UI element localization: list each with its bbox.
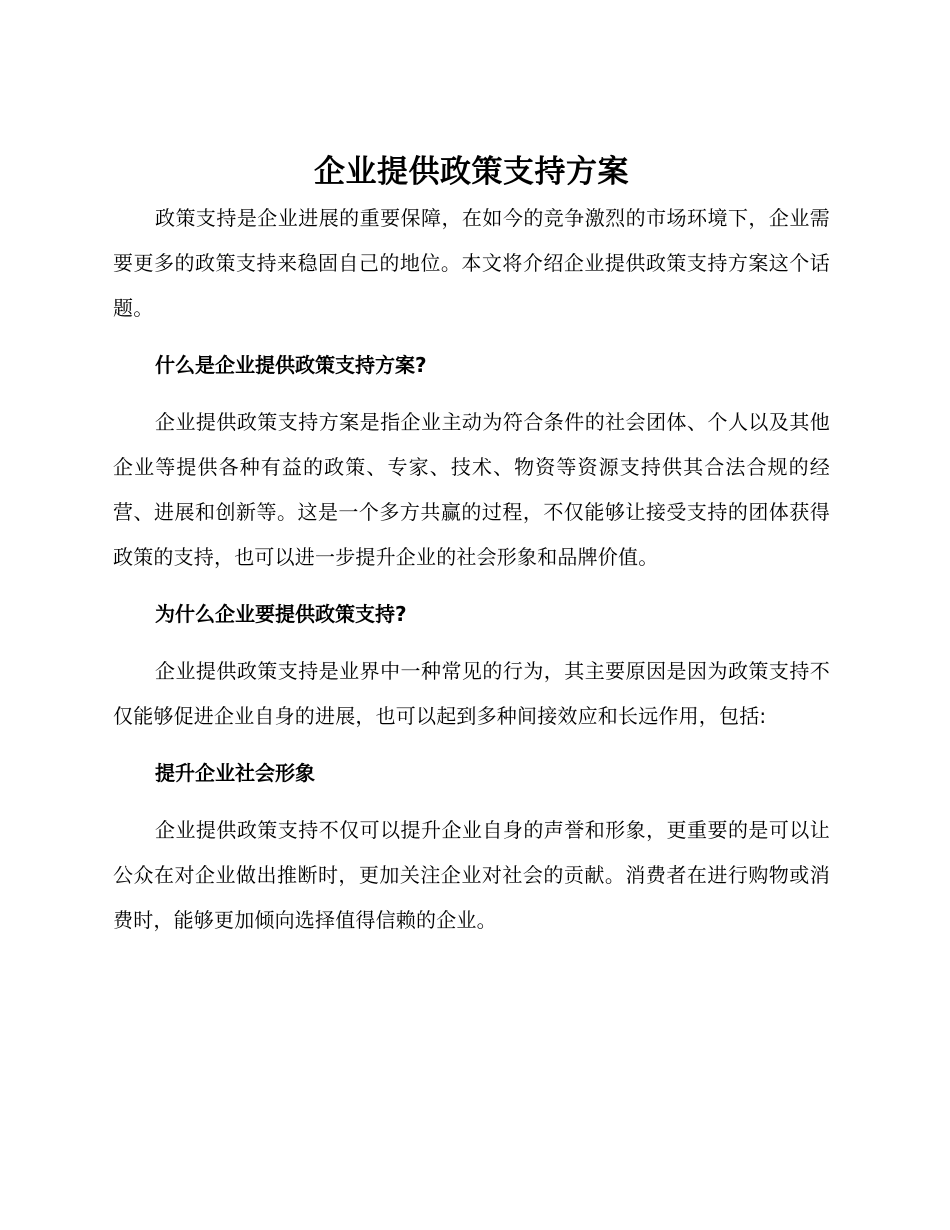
section-heading-what: 什么是企业提供政策支持方案? bbox=[155, 353, 427, 377]
page-title: 企业提供政策支持方案 bbox=[314, 154, 629, 190]
intro-paragraph: 政策支持是企业进展的重要保障，在如今的竞争激烈的市场环境下，企业需要更多的政策支持来稳固自己的地位。本文将介绍企业提供政策支持方案这个话题。 bbox=[113, 206, 830, 320]
section-body-image: 企业提供政策支持不仅可以提升企业自身的声誉和形象，更重要的是可以让公众在对企业做出推断时，更加关注企业对社会的贡献。消费者在进行购物或消费时，能够更加倾向选择值得信赖的企业。 bbox=[113, 818, 830, 932]
section-heading-why: 为什么企业要提供政策支持? bbox=[155, 602, 407, 626]
section-body-why: 企业提供政策支持是业界中一种常见的行为，其主要原因是因为政策支持不仅能够促进企业自身的进展，也可以起到多种间接效应和长远作用，包括: bbox=[113, 659, 830, 728]
section-body-what: 企业提供政策支持方案是指企业主动为符合条件的社会团体、个人以及其他企业等提供各种有益的政策、专家、技术、物资等资源支持供其合法合规的经营、进展和创新等。这是一个多方共赢的过程，不仅能够让接受支持的团体获得政策的支持，也可以进一步提升企业的社会形象和品牌价值。 bbox=[113, 410, 830, 569]
section-heading-image: 提升企业社会形象 bbox=[155, 761, 315, 785]
